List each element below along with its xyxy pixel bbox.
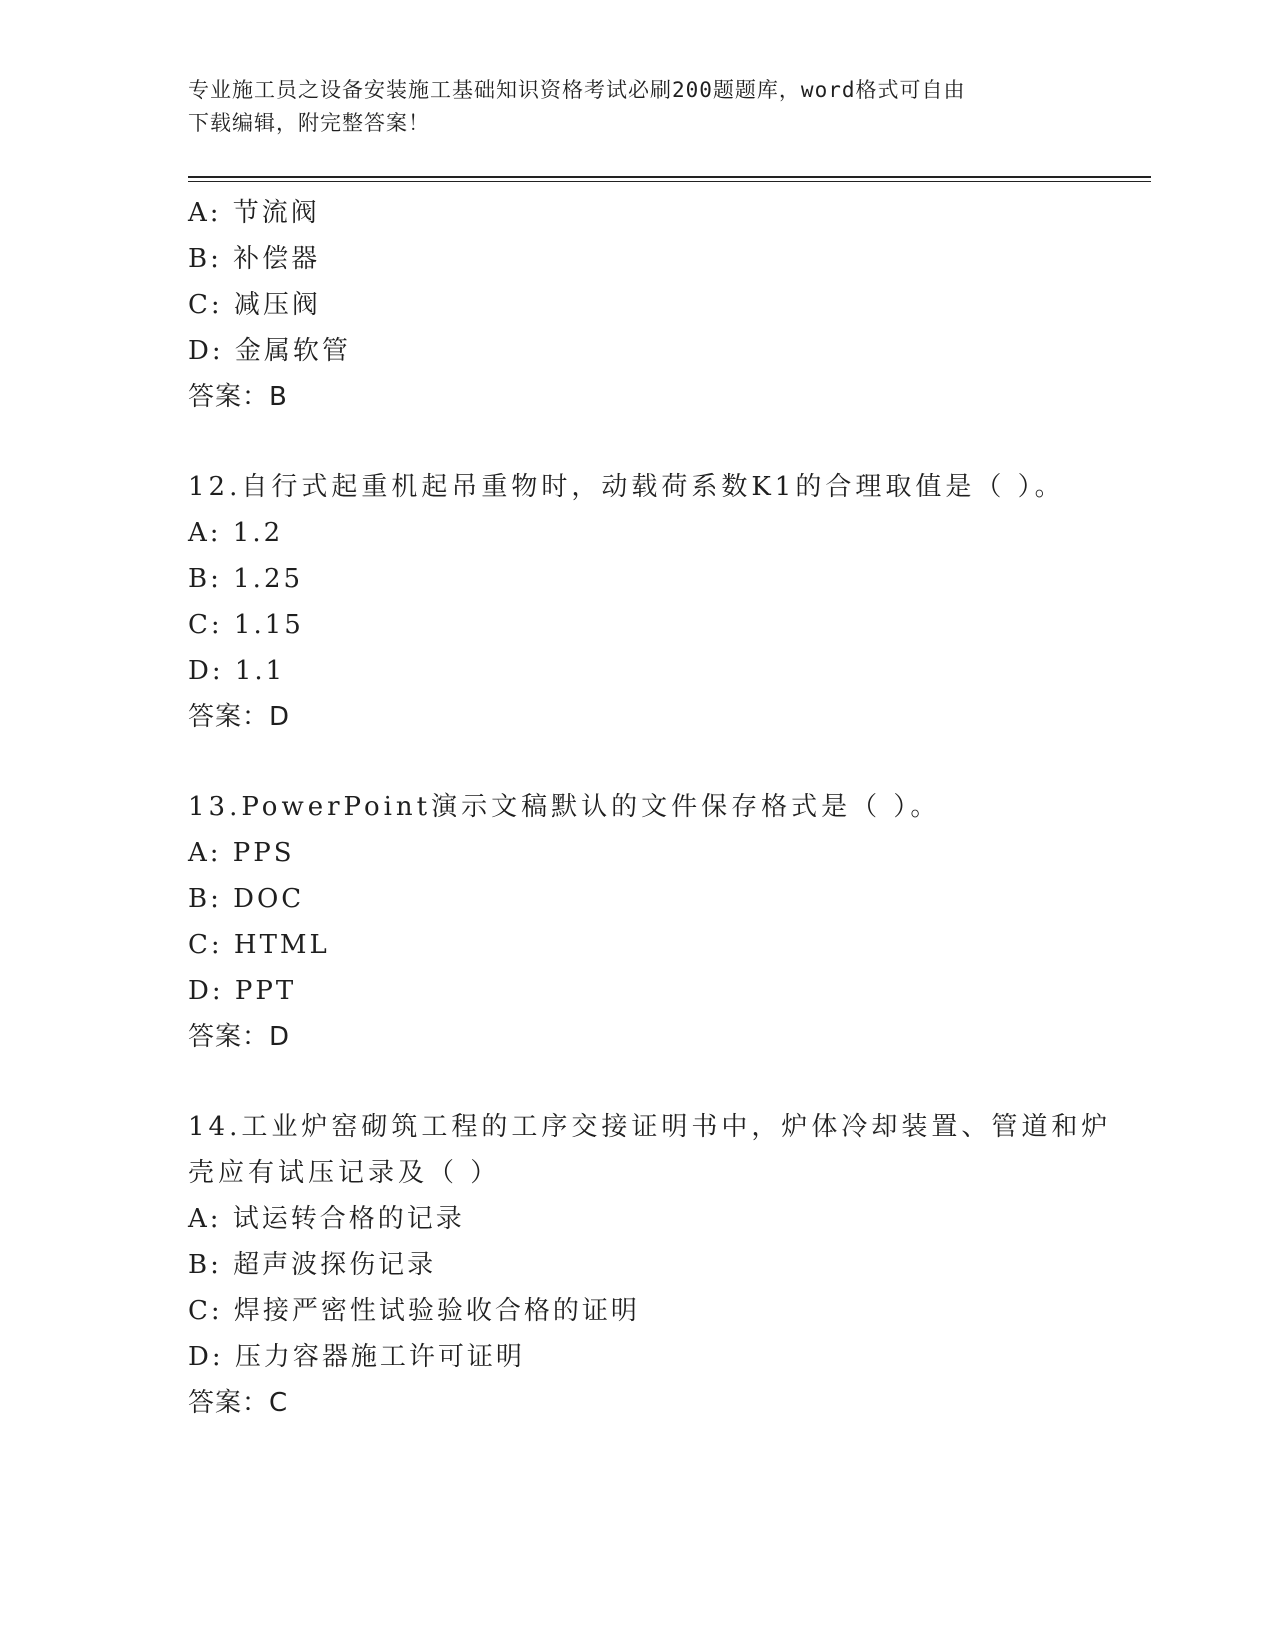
question-block-13 — [188, 784, 1088, 1060]
question-block-11 — [188, 190, 1088, 420]
option-d: D: 金属软管 — [188, 336, 351, 366]
question-block-12 — [188, 464, 1088, 740]
option-d: D: 压力容器施工许可证明 — [188, 1342, 525, 1372]
answer-line: 答案：B — [188, 382, 288, 412]
question-text: 12.自行式起重机起吊重物时，动载荷系数K1的合理取值是（ ）。 — [188, 472, 1065, 502]
header-line-2: 下载编辑，附完整答案！ — [188, 111, 430, 135]
option-a: A: 试运转合格的记录 — [188, 1204, 465, 1234]
option-b: B: 1.25 — [188, 564, 304, 594]
option-a: A: 节流阀 — [188, 198, 320, 228]
document-body — [188, 190, 1112, 1426]
option-a: A: PPS — [188, 838, 295, 868]
question-block-14 — [188, 1104, 1112, 1426]
option-b: B: 超声波探伤记录 — [188, 1250, 437, 1280]
option-c: C: HTML — [188, 930, 330, 960]
option-d: D: PPT — [188, 976, 297, 1006]
option-a: A: 1.2 — [188, 518, 284, 548]
option-b: B: 补偿器 — [188, 244, 321, 274]
header-rule-thick — [188, 176, 1151, 178]
question-text-line-1: 14.工业炉窑砌筑工程的工序交接证明书中，炉体冷却装置、管道和炉 — [188, 1112, 1112, 1142]
header-line-1: 专业施工员之设备安装施工基础知识资格考试必刷200题题库，word格式可自由 — [188, 78, 966, 102]
document-header — [188, 74, 1068, 140]
option-c: C: 减压阀 — [188, 290, 321, 320]
option-b: B: DOC — [188, 884, 305, 914]
header-rule-thin — [188, 181, 1151, 182]
answer-line: 答案：C — [188, 1388, 289, 1418]
answer-line: 答案：D — [188, 1022, 291, 1052]
answer-line: 答案：D — [188, 702, 291, 732]
question-text-line-2: 壳应有试压记录及（ ） — [188, 1158, 501, 1188]
option-c: C: 焊接严密性试验验收合格的证明 — [188, 1296, 640, 1326]
question-text: 13.PowerPoint演示文稿默认的文件保存格式是（ ）。 — [188, 792, 941, 822]
option-d: D: 1.1 — [188, 656, 286, 686]
option-c: C: 1.15 — [188, 610, 304, 640]
